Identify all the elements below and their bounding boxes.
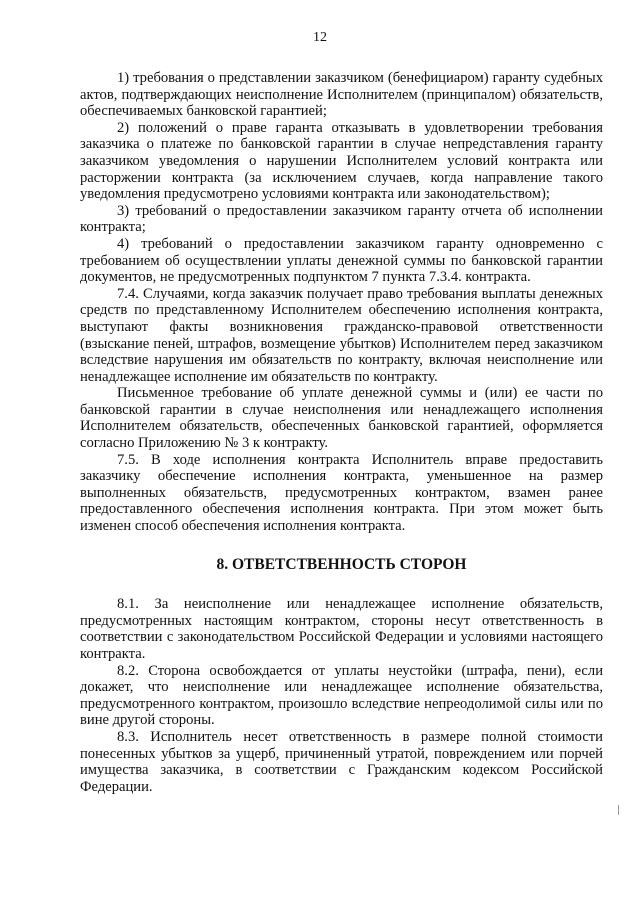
section-heading: 8. ОТВЕТСТВЕННОСТЬ СТОРОН — [216, 555, 467, 573]
paragraph-guarantee-item-4: 4) требований о предоставлении заказчиком гаранту одновременно с требованием об осуществлении уплаты денежной суммы по банковской гарантии документов, не предусмотренных подпунктом 7 пункта 7.3.4. контракта. — [80, 235, 603, 286]
scan-margin-mark — [618, 805, 619, 815]
paragraph-guarantee-item-2: 2) положений о праве гаранта отказывать в удовлетворении требования заказчика о платеже по банковской гарантии в случае непредставления гаранту заказчиком уведомления о нарушении Исполнителем условий контракта или расторжении контракта (за исключением случаев, когда направление такого уведомления предусмотрено условиями контракта или законодательством); — [80, 119, 603, 203]
document-body — [80, 70, 603, 795]
paragraph-clause-7-4: 7.4. Случаями, когда заказчик получает право требования выплаты денежных средств по представленному Исполнителем обеспечению исполнения контракта, выступают факты возникновения гражданско-правовой ответственности (взыскание пеней, штрафов, возмещение убытков) Исполнителем перед заказчиком вследствие нарушения им обязательств по контракту, включая неисполнение или ненадлежащее исполнение им обязательств по контракту. — [80, 285, 603, 385]
paragraph-guarantee-item-1: 1) требования о представлении заказчиком (бенефициаром) гаранту судебных актов, подтверждающих неисполнение Исполнителем (принципалом) обязательств, обеспечиваемых банковской гарантией; — [80, 70, 603, 120]
paragraph-clause-8-3: 8.3. Исполнитель несет ответственность в размере полной стоимости понесенных убытков за ущерб, причиненный утратой, повреждением или порчей имущества заказчика, в соответствии с Гражданским кодексом Российской Федерации. — [80, 728, 603, 795]
page-number: 12 — [313, 30, 327, 45]
paragraph-guarantee-item-3: 3) требований о предоставлении заказчиком гаранту отчета об исполнении контракта; — [80, 202, 603, 236]
paragraph-clause-8-1: 8.1. За неисполнение или ненадлежащее исполнение обязательств, предусмотренных настоящим контрактом, стороны несут ответственность в соответствии с законодательством Российской Федерации и условиями настоящего контракта. — [80, 596, 603, 662]
paragraph-written-demand: Письменное требование об уплате денежной суммы и (или) ее части по банковской гарантии в случае неисполнения или ненадлежащего исполнения Исполнителем обязательств, обеспеченных банковской гарантией, оформляется согласно Приложению № 3 к контракту. — [80, 385, 603, 452]
paragraph-clause-7-5: 7.5. В ходе исполнения контракта Исполнитель вправе предоставить заказчику обеспечение исполнения контракта, уменьшенное на размер выполненных обязательств, предусмотренных контрактом, взамен ранее предоставленного обеспечения исполнения контракта. При этом может быть изменен способ обеспечения исполнения контракта. — [80, 451, 603, 535]
paragraph-clause-8-2: 8.2. Сторона освобождается от уплаты неустойки (штрафа, пени), если докажет, что неисполнение или ненадлежащее исполнение обязательства, предусмотренного контрактом, произошло вследствие непреодолимой силы или по вине другой стороны. — [80, 662, 603, 729]
